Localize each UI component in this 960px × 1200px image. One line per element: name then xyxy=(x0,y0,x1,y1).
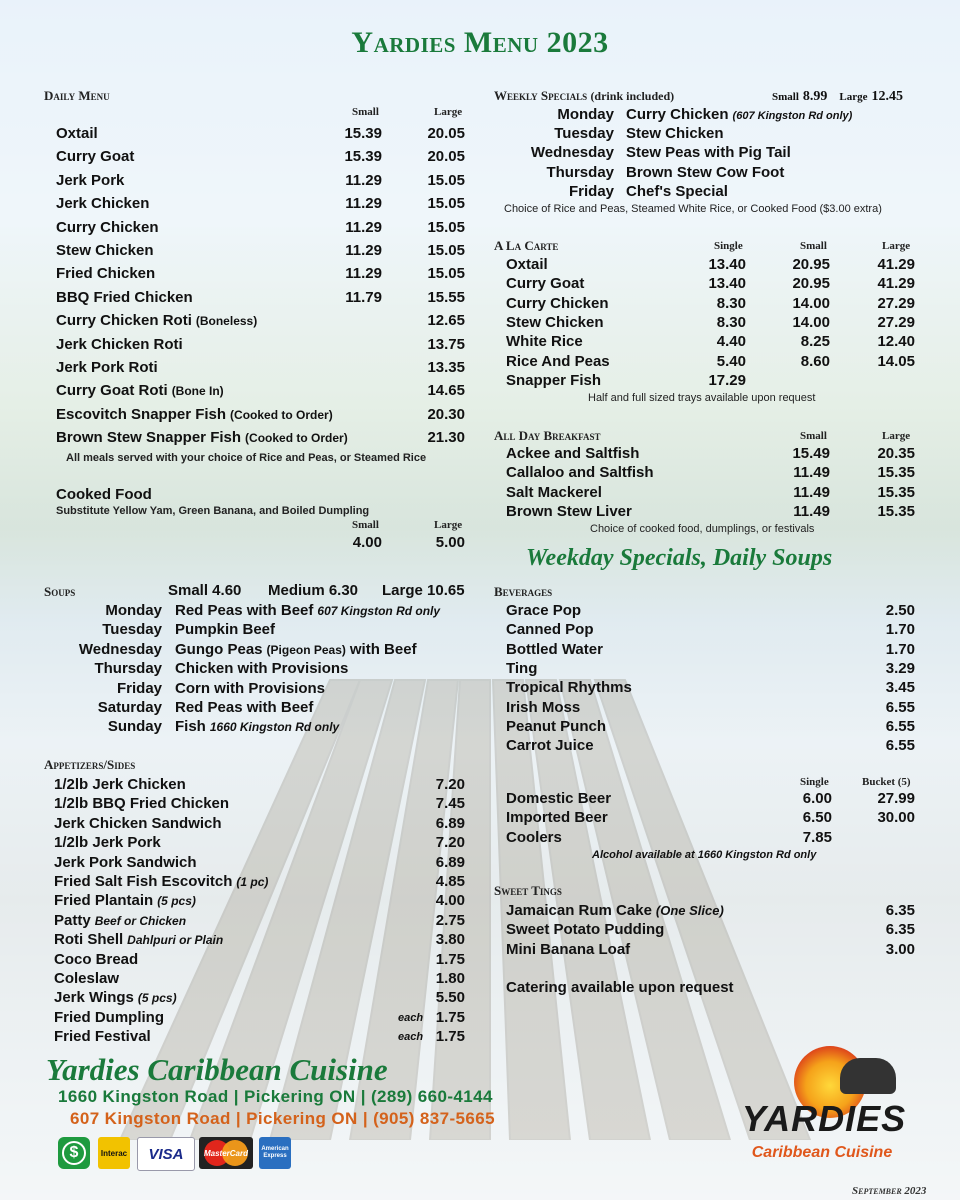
appetizer-price: 3.80 xyxy=(435,931,465,949)
catering-note: Catering available upon request xyxy=(506,979,734,996)
breakfast-item-name: Salt Mackerel xyxy=(506,483,602,501)
appetizer-item xyxy=(54,854,197,871)
cooked-col-small: Small xyxy=(352,519,379,531)
soup-day: Tuesday xyxy=(102,621,162,639)
breakfast-col-small: Small xyxy=(800,430,827,442)
alacarte-single-price: 8.30 xyxy=(716,313,746,331)
soup-day: Sunday xyxy=(107,718,162,736)
daily-item-small-price: 11.79 xyxy=(345,288,382,306)
daily-item-small-price: 15.39 xyxy=(344,148,382,166)
beverage-name: Irish Moss xyxy=(506,698,581,716)
daily-item-label: Curry Goat xyxy=(56,148,135,166)
beverage-price: 2.50 xyxy=(885,602,915,619)
appetizer-price: 4.00 xyxy=(435,892,465,910)
breakfast-col-large: Large xyxy=(882,430,911,442)
alacarte-item-name: Snapper Fish xyxy=(506,371,602,389)
daily-item-small-price: 15.39 xyxy=(344,125,382,142)
soup-dish xyxy=(175,660,348,677)
weekday-banner: Weekday Specials, Daily Soups xyxy=(526,545,833,571)
daily-item-name xyxy=(56,336,183,353)
appetizer-item xyxy=(54,892,196,909)
alacarte-small-price: 8.25 xyxy=(800,333,830,351)
soups-heading: Soups xyxy=(44,584,76,599)
alcohol-single-price: 6.00 xyxy=(802,790,832,807)
cooked-food-label: Cooked Food xyxy=(56,486,152,503)
logo-subtext: Caribbean Cuisine xyxy=(751,1144,893,1161)
daily-item-name xyxy=(56,359,158,376)
weekly-dish xyxy=(626,144,791,161)
cooked-small-price: 4.00 xyxy=(352,534,382,551)
alacarte-col-small: Small xyxy=(800,240,827,252)
appetizer-price: 1.75 xyxy=(435,1008,465,1026)
beverage-price: 3.29 xyxy=(885,659,915,677)
breakfast-item-name: Callaloo and Saltfish xyxy=(506,464,654,482)
soup-dish-sub: (Pigeon Peas) xyxy=(266,642,346,657)
daily-item-sub: (Cooked to Order) xyxy=(245,431,348,446)
appetizer-name: Coco Bread xyxy=(54,950,139,968)
daily-item-name xyxy=(56,148,134,165)
soup-dish xyxy=(175,699,313,716)
alacarte-item-name: Oxtail xyxy=(506,256,548,273)
alcohol-note: Alcohol available at 1660 Kingston Rd only xyxy=(592,849,817,861)
alcohol-bucket-price: 30.00 xyxy=(877,809,915,827)
weekly-small-price: 8.99 xyxy=(802,89,828,104)
weekly-day: Thursday xyxy=(546,163,614,181)
sweet-sub: (One Slice) xyxy=(655,903,724,918)
breakfast-heading: All Day Breakfast xyxy=(494,428,601,443)
alacarte-small-price: 20.95 xyxy=(792,275,830,293)
alacarte-single-price: 17.29 xyxy=(708,371,746,389)
daily-item-label: Curry Chicken Roti xyxy=(56,312,192,330)
beverage-name: Canned Pop xyxy=(506,621,594,639)
daily-item-large-price: 15.55 xyxy=(427,288,465,306)
appetizer-name: Fried Plantain xyxy=(54,892,154,910)
daily-item-large-price: 15.05 xyxy=(427,218,465,236)
daily-item-large-price: 15.05 xyxy=(427,195,465,213)
sweet-price: 3.00 xyxy=(885,940,915,958)
weekly-dish xyxy=(626,164,784,181)
alacarte-col-large: Large xyxy=(882,240,911,252)
appetizer-item xyxy=(54,931,223,948)
appetizer-item xyxy=(54,815,222,832)
soup-day: Monday xyxy=(105,602,162,619)
daily-item-name xyxy=(56,172,124,189)
beverage-name: Bottled Water xyxy=(506,640,603,658)
alcohol-name: Imported Beer xyxy=(506,809,608,827)
soup-dish-sub: 607 Kingston Rd only xyxy=(317,604,441,618)
beverage-name: Carrot Juice xyxy=(506,737,594,755)
cooked-large-price: 5.00 xyxy=(435,534,465,551)
appetizer-price: 7.20 xyxy=(435,834,465,852)
daily-item-large-price: 21.30 xyxy=(427,429,465,447)
breakfast-small-price: 11.49 xyxy=(793,464,830,482)
alcohol-single-price: 7.85 xyxy=(802,828,832,846)
amex-label: American Express xyxy=(261,1146,289,1159)
alacarte-item-name: Curry Chicken xyxy=(506,294,609,312)
beverage-name: Peanut Punch xyxy=(506,717,607,735)
appetizer-price: 1.75 xyxy=(435,1028,465,1046)
appetizer-price: 2.75 xyxy=(435,911,465,929)
beverage-price: 6.55 xyxy=(885,717,915,735)
beverage-price: 3.45 xyxy=(885,679,915,697)
breakfast-small-price: 11.49 xyxy=(793,503,830,521)
daily-item-label: Curry Goat Roti xyxy=(56,382,168,400)
breakfast-large-price: 15.35 xyxy=(877,464,915,482)
breakfast-item-name: Ackee and Saltfish xyxy=(506,445,640,462)
soup-dish xyxy=(175,621,275,638)
daily-item-sub: (Cooked to Order) xyxy=(230,407,333,422)
appetizer-price: 7.45 xyxy=(435,795,465,813)
alcohol-name: Coolers xyxy=(506,828,562,846)
alacarte-single-price: 5.40 xyxy=(716,352,746,370)
weekly-dish-label: Brown Stew Cow Foot xyxy=(626,163,785,181)
alacarte-large-price: 27.29 xyxy=(877,294,915,312)
breakfast-item-name: Brown Stew Liver xyxy=(506,503,632,521)
beverage-price: 6.55 xyxy=(885,737,915,755)
menu-date: September 2023 xyxy=(852,1185,927,1197)
appetizer-price: 6.89 xyxy=(435,814,465,832)
weekly-day: Wednesday xyxy=(530,144,614,162)
daily-item-large-price: 13.35 xyxy=(427,359,465,376)
daily-item-name xyxy=(56,195,149,212)
appetizer-item xyxy=(54,1009,164,1026)
weekly-large-price: 12.45 xyxy=(871,89,904,104)
alacarte-large-price: 41.29 xyxy=(877,275,915,293)
alcohol-single-price: 6.50 xyxy=(802,809,832,827)
daily-item-large-price: 20.30 xyxy=(427,405,465,423)
appetizer-item xyxy=(54,970,119,987)
weekly-dish-sub: (607 Kingston Rd only) xyxy=(732,110,853,122)
sweet-item xyxy=(506,921,664,938)
daily-item-name xyxy=(56,219,159,236)
appetizer-item xyxy=(54,795,229,812)
soup-dish-label: Corn with Provisions xyxy=(175,679,326,697)
alacarte-large-price: 12.40 xyxy=(877,333,915,351)
appetizer-sub: Beef or Chicken xyxy=(94,913,187,928)
alacarte-heading: A La Carte xyxy=(494,238,559,253)
appetizer-price: 1.75 xyxy=(435,950,465,968)
daily-item-label: BBQ Fried Chicken xyxy=(56,288,193,306)
soups-small-price: Small 4.60 xyxy=(168,582,242,599)
soup-dish-label: Chicken with Provisions xyxy=(175,660,349,678)
footer-brand: Yardies Caribbean Cuisine xyxy=(46,1052,388,1087)
alacarte-large-price: 41.29 xyxy=(877,256,915,273)
appetizer-item xyxy=(54,776,186,793)
appetizer-item xyxy=(54,873,268,890)
alacarte-small-price: 20.95 xyxy=(792,256,830,273)
appetizer-name: Jerk Wings xyxy=(54,989,134,1007)
weekly-dish-label: Chef's Special xyxy=(626,182,728,200)
weekly-specials-heading xyxy=(494,88,674,104)
daily-col-small: Small xyxy=(352,106,379,118)
soup-day: Wednesday xyxy=(78,640,162,658)
beverage-price: 1.70 xyxy=(885,621,915,639)
appetizer-sub: (5 pcs) xyxy=(137,991,177,1006)
interac-icon xyxy=(98,1137,130,1169)
sweet-price: 6.35 xyxy=(885,902,915,919)
cash-icon xyxy=(58,1137,90,1169)
daily-item-name xyxy=(56,406,333,423)
weekly-dish xyxy=(626,125,724,142)
weekly-day: Friday xyxy=(568,182,614,200)
daily-item-large-price: 20.05 xyxy=(427,148,465,166)
weekly-dish-label: Stew Chicken xyxy=(626,125,724,143)
appetizer-price: 4.85 xyxy=(435,873,465,890)
daily-item-large-price: 14.65 xyxy=(427,382,465,400)
weekly-large-label: Large xyxy=(839,91,868,103)
daily-item-name xyxy=(56,382,224,399)
weekly-dish-label: Curry Chicken xyxy=(626,106,729,123)
daily-item-name xyxy=(56,289,193,306)
alcohol-name: Domestic Beer xyxy=(506,790,612,807)
daily-item-label: Fried Chicken xyxy=(56,265,156,283)
soup-dish-label: Fish xyxy=(175,718,206,736)
appetizer-item xyxy=(54,951,138,968)
daily-item-small-price: 11.29 xyxy=(345,195,382,213)
weekly-dish xyxy=(626,183,728,200)
breakfast-large-price: 15.35 xyxy=(877,503,915,521)
soup-dish xyxy=(175,718,339,735)
daily-menu-heading: Daily Menu xyxy=(44,88,110,103)
appetizer-item xyxy=(54,989,177,1006)
beverage-name: Grace Pop xyxy=(506,602,582,619)
soup-dish xyxy=(175,680,325,697)
beverage-name: Ting xyxy=(506,659,538,677)
weekly-dish-label: Stew Peas with Pig Tail xyxy=(626,144,791,162)
daily-item-label: Oxtail xyxy=(56,125,98,142)
soup-dish xyxy=(175,602,440,619)
interac-label: Interac xyxy=(100,1148,128,1158)
daily-item-large-price: 15.05 xyxy=(427,265,465,283)
alacarte-item-name: White Rice xyxy=(506,333,583,351)
alacarte-note: Half and full sized trays available upon request xyxy=(588,392,816,404)
daily-item-large-price: 15.05 xyxy=(427,242,465,259)
appetizer-name: Roti Shell xyxy=(54,931,124,949)
visa-label: VISA xyxy=(148,1145,184,1163)
amex-icon xyxy=(259,1137,291,1169)
appetizer-sub: (1 pc) xyxy=(236,875,269,889)
alacarte-small-price: 8.60 xyxy=(800,352,830,370)
visa-icon xyxy=(137,1137,195,1171)
appetizer-name: Patty xyxy=(54,911,91,929)
alacarte-large-price: 14.05 xyxy=(877,352,915,370)
alcohol-bucket-price: 27.99 xyxy=(877,790,915,807)
breakfast-small-price: 15.49 xyxy=(792,445,830,462)
sweet-item xyxy=(506,902,724,919)
footer-address-2: 607 Kingston Road | Pickering ON | (905) 837-5665 xyxy=(70,1109,495,1128)
soup-day: Saturday xyxy=(97,699,162,716)
alcohol-col-single: Single xyxy=(800,776,829,788)
daily-item-large-price: 12.65 xyxy=(427,312,465,330)
soups-medium-price: Medium 6.30 xyxy=(268,582,359,599)
appetizer-item xyxy=(54,834,161,851)
alacarte-item-name: Curry Goat xyxy=(506,275,585,293)
daily-col-large: Large xyxy=(434,106,463,118)
alacarte-item-name: Rice And Peas xyxy=(506,352,610,370)
soup-day: Thursday xyxy=(94,660,162,678)
appetizer-name: Coleslaw xyxy=(54,970,120,987)
page-title: Yardies Menu 2023 xyxy=(351,26,609,59)
appetizer-price: 5.50 xyxy=(435,989,465,1007)
appetizers-heading: Appetizers/Sides xyxy=(44,757,136,772)
cash-symbol: $ xyxy=(62,1141,86,1165)
daily-item-label: Jerk Pork xyxy=(56,171,125,189)
weekly-small-label: Small xyxy=(772,91,799,103)
weekly-note: Choice of Rice and Peas, Steamed White Rice, or Cooked Food ($3.00 extra) xyxy=(504,203,882,215)
footer-address-1: 1660 Kingston Road | Pickering ON | (289) 660-4144 xyxy=(58,1087,493,1106)
beverage-name: Tropical Rhythms xyxy=(506,679,632,697)
daily-item-small-price: 11.29 xyxy=(345,242,382,259)
weekly-prices xyxy=(772,87,903,105)
alacarte-single-price: 13.40 xyxy=(708,275,746,293)
weekly-heading-text: Weekly Specials xyxy=(494,88,588,103)
daily-item-label: Escovitch Snapper Fish xyxy=(56,405,227,423)
weekly-day: Monday xyxy=(557,106,614,123)
soup-dish-label: Pumpkin Beef xyxy=(175,621,276,639)
soup-dish-after: with Beef xyxy=(349,640,417,658)
appetizer-name: 1/2lb BBQ Fried Chicken xyxy=(54,795,230,813)
daily-item-small-price: 11.29 xyxy=(345,171,382,189)
appetizer-each: each xyxy=(398,1011,424,1024)
daily-note: All meals served with your choice of Rice and Peas, or Steamed Rice xyxy=(66,452,427,464)
beverages-heading: Beverages xyxy=(494,584,553,599)
appetizer-name: Jerk Chicken Sandwich xyxy=(54,814,222,832)
mastercard-label: MasterCard xyxy=(203,1148,248,1158)
sweet-item xyxy=(506,941,630,958)
daily-item-large-price: 13.75 xyxy=(427,335,465,353)
breakfast-large-price: 15.35 xyxy=(877,483,915,501)
appetizer-price: 1.80 xyxy=(435,970,465,987)
daily-item-label: Jerk Chicken xyxy=(56,195,150,213)
daily-item-sub: (Boneless) xyxy=(195,314,258,329)
weekly-day: Tuesday xyxy=(554,125,614,143)
alacarte-col-single: Single xyxy=(714,240,743,252)
alacarte-single-price: 13.40 xyxy=(708,256,746,273)
alacarte-small-price: 14.00 xyxy=(792,313,830,331)
weekly-dish xyxy=(626,106,852,123)
appetizer-sub: (5 pcs) xyxy=(157,894,196,909)
daily-item-label: Jerk Chicken Roti xyxy=(56,335,183,353)
alacarte-single-price: 8.30 xyxy=(716,294,746,312)
appetizer-name: Jerk Pork Sandwich xyxy=(54,853,197,871)
appetizer-item xyxy=(54,912,186,929)
soup-dish-label: Red Peas with Beef xyxy=(175,699,314,716)
appetizer-name: Fried Dumpling xyxy=(54,1008,164,1026)
daily-item-name xyxy=(56,312,257,329)
daily-item-label: Jerk Pork Roti xyxy=(56,359,158,376)
daily-item-label: Brown Stew Snapper Fish xyxy=(56,429,242,447)
daily-item-name xyxy=(56,125,98,142)
grill-icon xyxy=(840,1058,896,1094)
sweet-name: Jamaican Rum Cake xyxy=(506,902,652,919)
daily-item-name xyxy=(56,265,155,282)
sweet-name: Sweet Potato Pudding xyxy=(506,921,665,939)
beverage-price: 6.55 xyxy=(885,698,915,716)
sweet-tings-heading: Sweet Tings xyxy=(494,883,562,898)
sweet-name: Mini Banana Loaf xyxy=(506,940,631,958)
daily-item-name xyxy=(56,242,154,259)
appetizer-each: each xyxy=(398,1031,424,1044)
daily-item-large-price: 20.05 xyxy=(427,125,465,142)
appetizer-name: Fried Salt Fish Escovitch xyxy=(54,873,233,890)
daily-item-label: Stew Chicken xyxy=(56,242,154,259)
daily-item-sub: (Bone In) xyxy=(171,384,224,399)
beverage-price: 1.70 xyxy=(885,640,915,658)
cooked-col-large: Large xyxy=(434,519,463,531)
alacarte-single-price: 4.40 xyxy=(716,333,746,351)
soup-dish xyxy=(175,641,417,658)
appetizer-price: 7.20 xyxy=(435,776,465,793)
logo-text: YARDIES xyxy=(741,1098,907,1139)
appetizer-sub: Dahlpuri or Plain xyxy=(127,933,224,948)
appetizer-item xyxy=(54,1028,151,1045)
daily-item-small-price: 11.29 xyxy=(345,218,382,236)
cooked-food-note: Substitute Yellow Yam, Green Banana, and Boiled Dumpling xyxy=(56,505,370,517)
soup-dish-label: Red Peas with Beef xyxy=(175,602,314,619)
appetizer-name: Fried Festival xyxy=(54,1028,151,1046)
alacarte-small-price: 14.00 xyxy=(792,294,830,312)
breakfast-small-price: 11.49 xyxy=(793,483,830,501)
soup-dish-sub: 1660 Kingston Rd only xyxy=(209,720,340,735)
appetizer-price: 6.89 xyxy=(435,853,465,871)
sweet-price: 6.35 xyxy=(885,921,915,939)
daily-item-label: Curry Chicken xyxy=(56,218,159,236)
alacarte-item-name: Stew Chicken xyxy=(506,313,604,331)
daily-item-small-price: 11.29 xyxy=(345,265,382,283)
alacarte-large-price: 27.29 xyxy=(877,313,915,331)
soup-day: Friday xyxy=(116,679,162,697)
mastercard-icon xyxy=(199,1137,253,1169)
breakfast-note: Choice of cooked food, dumplings, or festivals xyxy=(590,523,815,535)
yardies-logo xyxy=(722,1046,922,1174)
daily-item-large-price: 15.05 xyxy=(427,171,465,189)
daily-item-name xyxy=(56,429,348,446)
soups-large-price: Large 10.65 xyxy=(382,582,465,599)
soup-dish-label: Gungo Peas xyxy=(175,640,263,658)
breakfast-large-price: 20.35 xyxy=(877,445,915,462)
alcohol-col-bucket: Bucket (5) xyxy=(862,776,911,788)
appetizer-name: 1/2lb Jerk Pork xyxy=(54,834,161,852)
weekly-heading-note: (drink included) xyxy=(590,89,675,103)
appetizer-name: 1/2lb Jerk Chicken xyxy=(54,776,186,793)
